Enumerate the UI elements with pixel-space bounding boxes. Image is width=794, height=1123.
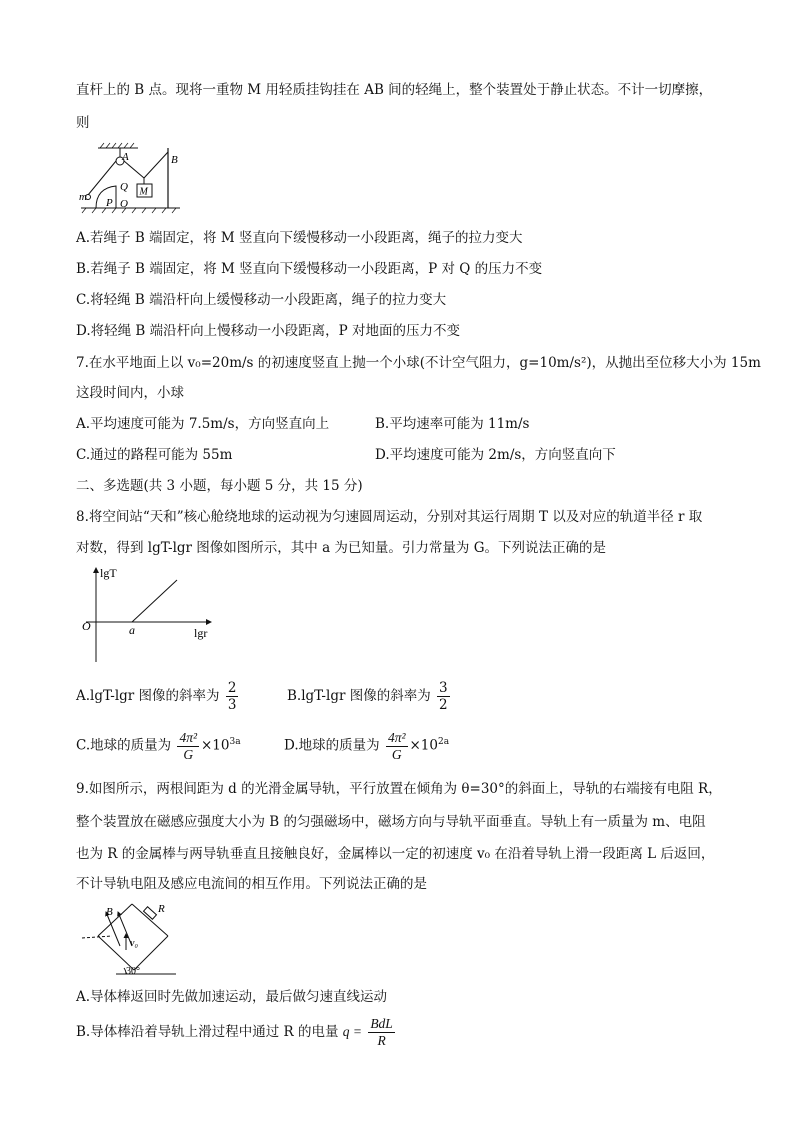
svg-text:O: O (120, 198, 128, 210)
svg-text:P: P (106, 197, 113, 209)
section-heading: 二、多选题(共 3 小题，每小题 5 分，共 15 分) (76, 478, 363, 494)
q7-option-b: B.平均速率可能为 11m/s (375, 416, 530, 432)
q9-stem-line-2: 整个装置放在磁感应强度大小为 B 的匀强磁场中，磁场方向与导轨平面垂直。导轨上有一质量为 m、电阻 (76, 814, 706, 830)
q9-option-b: B.导体棒沿着导轨上滑过程中通过 R 的电量 q = $\frac{\text{BdL}}{R}$ (76, 1016, 393, 1048)
q8-stem-line-2: 对数，得到 lgT-lgr 图像如图所示，其中 a 为已知量。引力常量为 G。下列说法正确的是 (76, 540, 606, 556)
q6-option-b: B.若绳子 B 端固定，将 M 竖直向下缓慢移动一小段距离，P 对 Q 的压力不变 (76, 261, 543, 277)
svg-text:lgT: lgT (100, 566, 117, 580)
svg-text:lgr: lgr (194, 626, 208, 640)
q7-option-a: A.平均速度可能为 7.5m/s，方向竖直向上 (76, 416, 330, 432)
q7-stem-line-2: 这段时间内，小球 (76, 385, 184, 401)
fraction: $\frac{2}{3}$ (227, 680, 237, 713)
svg-text:O: O (82, 619, 91, 633)
svg-text:M: M (139, 186, 148, 198)
q7-option-c: C.通过的路程可能为 55m (76, 447, 233, 463)
q8-option-a: A.lgT-lgr 图像的斜率为 $\frac{2}{3}$ (76, 680, 237, 713)
q6-option-c: C.将轻绳 B 端沿杆向上缓慢移动一小段距离，绳子的拉力变大 (76, 292, 447, 308)
q6-figure (76, 140, 186, 215)
q8-option-d: D.地球的质量为 $\frac{\text{4π²}}{G}$ $\times 10^{2a}$ (284, 729, 450, 762)
q8-graph (76, 562, 226, 667)
fraction: $\frac{3}{2}$ (439, 680, 448, 713)
intro-line-2: 则 (76, 115, 90, 131)
q7-stem-line-1: 7.在水平地面上以 v₀=20m/s 的初速度竖直上抛一个小球(不计空气阻力，g=10m/s²)，从抛出至位移大小为 15m (76, 355, 761, 371)
intro-line-1: 直杆上的 B 点。现将一重物 M 用轻质挂钩挂在 AB 间的轻绳上，整个装置处于静止状态。不计一切摩擦， (76, 82, 713, 98)
fraction: $\frac{\text{4π²}}{G}$ (387, 729, 406, 762)
q9-stem-line-1: 9.如图所示，两根间距为 d 的光滑金属导轨，平行放置在倾角为 θ=30°的斜面上，导轨的右端接有电阻 R， (76, 781, 722, 797)
q6-option-d: D.将轻绳 B 端沿杆向上慢移动一小段距离，P 对地面的压力不变 (76, 323, 461, 339)
q9-stem-line-4: 不计导轨电阻及感应电流间的相互作用。下列说法正确的是 (76, 876, 427, 892)
svg-text:A: A (122, 151, 129, 163)
svg-text:B: B (106, 906, 113, 918)
q8-stem-line-1: 8.将空间站“天和”核心舱绕地球的运动视为匀速圆周运动，分别对其运行周期 T 以及对应的轨道半径 r 取 (76, 509, 703, 525)
svg-text:B: B (171, 154, 178, 166)
svg-text:v₀: v₀ (130, 938, 138, 949)
q7-option-d: D.平均速度可能为 2m/s，方向竖直向下 (375, 447, 616, 463)
svg-text:R: R (158, 903, 165, 915)
q6-option-a: A.若绳子 B 端固定，将 M 竖直向下缓慢移动一小段距离，绳子的拉力变大 (76, 230, 523, 246)
q8-option-c: C.地球的质量为 $\frac{\text{4π²}}{G}$ $\times 10^{3a}$ (76, 729, 241, 762)
q9-figure (76, 898, 186, 978)
svg-text:a: a (129, 623, 135, 637)
q9-stem-line-3: 也为 R 的金属棒与两导轨垂直且接触良好，金属棒以一定的初速度 v₀ 在沿着导轨上滑一段距离 L 后返回， (76, 846, 715, 862)
q9-option-a: A.导体棒返回时先做加速运动，最后做匀速直线运动 (76, 989, 388, 1005)
q8-option-b: B.lgT-lgr 图像的斜率为 $\frac{3}{2}$ (287, 680, 448, 713)
svg-text:30°: 30° (126, 966, 140, 977)
fraction: $\frac{\text{BdL}}{R}$ (370, 1016, 393, 1048)
svg-text:m: m (79, 191, 87, 203)
fraction: $\frac{\text{4π²}}{G}$ (179, 729, 197, 762)
svg-text:Q: Q (120, 181, 128, 193)
